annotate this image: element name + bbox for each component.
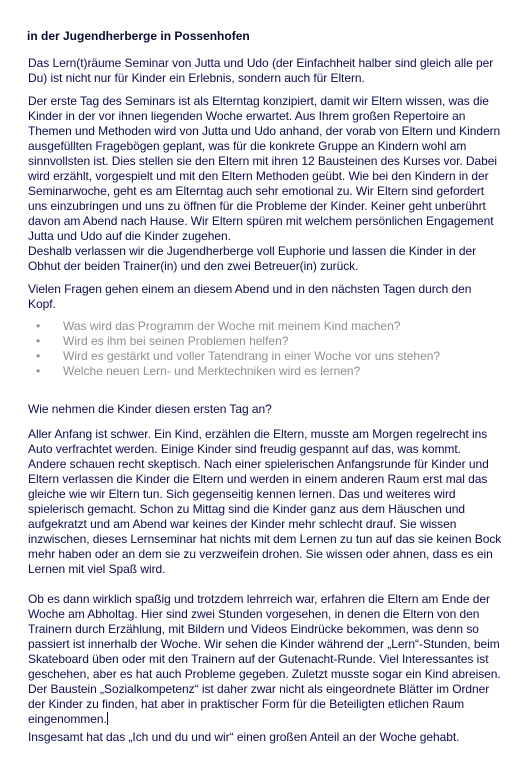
text-line: Andere schauen recht skeptisch. Nach einer spielerischen Anfangsrunde für Kinder und <box>28 457 489 471</box>
kids-first-day-paragraph <box>28 427 504 577</box>
text-line-content: eingenommen. <box>28 712 107 726</box>
text-line: geschehen, aber es hat auch Probleme gegeben. Zuletzt musste sogar ein Kind abreisen. <box>28 667 501 681</box>
questions-list <box>36 319 506 379</box>
text-line: Obhut der beiden Trainer(in) und den zwei Betreuer(in) zurück. <box>28 259 359 273</box>
text-line: Aller Anfang ist schwer. Ein Kind, erzählen die Eltern, musste am Morgen regelrecht ins <box>28 427 488 441</box>
text-line: Lernen mit viel Spaß wird. <box>28 562 166 576</box>
leaving-paragraph <box>28 244 504 274</box>
text-line: Deshalb verlassen wir die Jugendherberge voll Euphorie und lassen die Kinder in der <box>28 244 477 258</box>
text-line: Kinder in der vor ihnen liegenden Woche erwartet. Aus Ihrem großen Repertoire an <box>28 109 466 123</box>
text-line: Das Lern(t)räume Seminar von Jutta und Udo (der Einfachheit halber sind gleich alle per <box>28 56 494 70</box>
text-cursor <box>107 712 108 725</box>
text-line: inzwischen, dieses Lernseminar hat nichts mit dem Lernen zu tun auf das sie keinen Bock <box>28 532 502 546</box>
text-line: Skateboard üben oder mit den Trainern auf der Gutenacht-Runde. Viel Interessantes ist <box>28 652 489 666</box>
bullet-icon: • <box>36 349 41 363</box>
text-line: Woche am Abholtag. Hier sind zwei Stunden vorgesehen, in denen die Eltern von den <box>28 607 480 621</box>
bullet-icon: • <box>36 319 41 333</box>
list-item <box>36 364 506 379</box>
text-line: davon am Abend nach Hause. Wir Eltern spüren mit welchem persönlichen Engagement <box>28 214 494 228</box>
question-text: Was wird das Programm der Woche mit meinem Kind machen? <box>63 319 401 333</box>
text-line: Jutta und Udo auf die Kinder zugehen. <box>28 229 231 243</box>
text-line: Der Baustein „Sozialkompetenz“ ist daher zwar nicht als eingeordnete Blätter im Ordner <box>28 682 490 696</box>
text-line: uns einzubringen und uns zu öffnen für die Probleme der Kinder. Keiner geht unberührt <box>28 199 486 213</box>
bullet-icon: • <box>36 364 41 378</box>
list-item <box>36 319 506 334</box>
text-line: Kopf. <box>28 297 56 311</box>
text-line: Auto verfrachtet werden. Einige Kinder sind freudig gespannt auf das, was kommt. <box>28 442 461 456</box>
text-line: ausgefüllten Fragebögen geplant, was für die konkrete Gruppe an Kindern wohl am <box>28 139 467 153</box>
text-line: Eltern verlassen die Kinder die Eltern und werden in einem anderen Raum erst mal das <box>28 472 488 486</box>
text-line: der Kinder zu finden, hat aber in praktischer Form für die Beteiligten etlichen Raum <box>28 697 465 711</box>
intro-paragraph <box>28 56 504 86</box>
text-line: Du) ist nicht nur für Kinder ein Erlebnis, sondern auch für Eltern. <box>28 71 365 85</box>
questions-intro-paragraph <box>28 282 504 312</box>
text-line: aufgekratzt und am Abend war keines der Kinder mehr schlecht drauf. Sie wissen <box>28 517 457 531</box>
text-line: sinnvollsten ist. Dies stellen sie den Eltern mit ihren 12 Bausteinen des Kurses vor. Dabei <box>28 154 498 168</box>
subheading: Wie nehmen die Kinder diesen ersten Tag an? <box>28 402 272 416</box>
text-line: Ob es dann wirklich spaßig und trotzdem lehrreich war, erfahren die Eltern am Ende der <box>28 592 490 606</box>
summary-paragraph: Insgesamt hat das „Ich und du und wir“ einen großen Anteil an der Woche gehabt. <box>28 730 460 744</box>
question-text: Welche neuen Lern- und Merktechniken wird es lernen? <box>63 364 361 378</box>
bullet-icon: • <box>36 334 41 348</box>
text-line <box>28 712 504 727</box>
list-item <box>36 349 506 364</box>
question-text: Wird es ihm bei seinen Problemen helfen? <box>63 334 289 348</box>
question-text: Wird es gestärkt und voller Tatendrang in einer Woche vor uns stehen? <box>63 349 441 363</box>
text-line: spielerisch gemacht. Schon zu Mittag sind die Kinder ganz aus dem Häuschen und <box>28 502 466 516</box>
text-line: Vielen Fragen gehen einem an diesem Abend und in den nächsten Tagen durch den <box>28 282 472 296</box>
closing-day-paragraph <box>28 592 504 727</box>
text-line: wird erzählt, vorgespielt und mit den Eltern Methoden geübt. Wie bei den Kindern in der <box>28 169 489 183</box>
text-line: Der erste Tag des Seminars ist als Elterntag konzipiert, damit wir Eltern wissen, was die <box>28 94 489 108</box>
first-day-paragraph <box>28 94 504 244</box>
text-line: Seminarwoche, geht es am Elterntag auch sehr emotional zu. Wir Eltern sind gefordert <box>28 184 485 198</box>
text-line: Trainern durch Erzählung, mit Bildern und Videos Eindrücke bekommen, was denn so <box>28 622 479 636</box>
text-line: passiert ist innerhalb der Woche. Wir sehen die Kinder während der „Lern“-Stunden, beim <box>28 637 500 651</box>
text-line: gleiche wie wir Eltern tun. Sich gegenseitig kennen lernen. Das und weiteres wird <box>28 487 456 501</box>
text-line: Themen und Methoden wird von Jutta und Udo anhand, der vorab von Eltern und Kindern <box>28 124 501 138</box>
document-heading: in der Jugendherberge in Possenhofen <box>27 29 250 43</box>
list-item <box>36 334 506 349</box>
text-line: mehr haben oder an dem sie zu verzweifein drohen. Sie wissen oder ahnen, dass es ein <box>28 547 493 561</box>
